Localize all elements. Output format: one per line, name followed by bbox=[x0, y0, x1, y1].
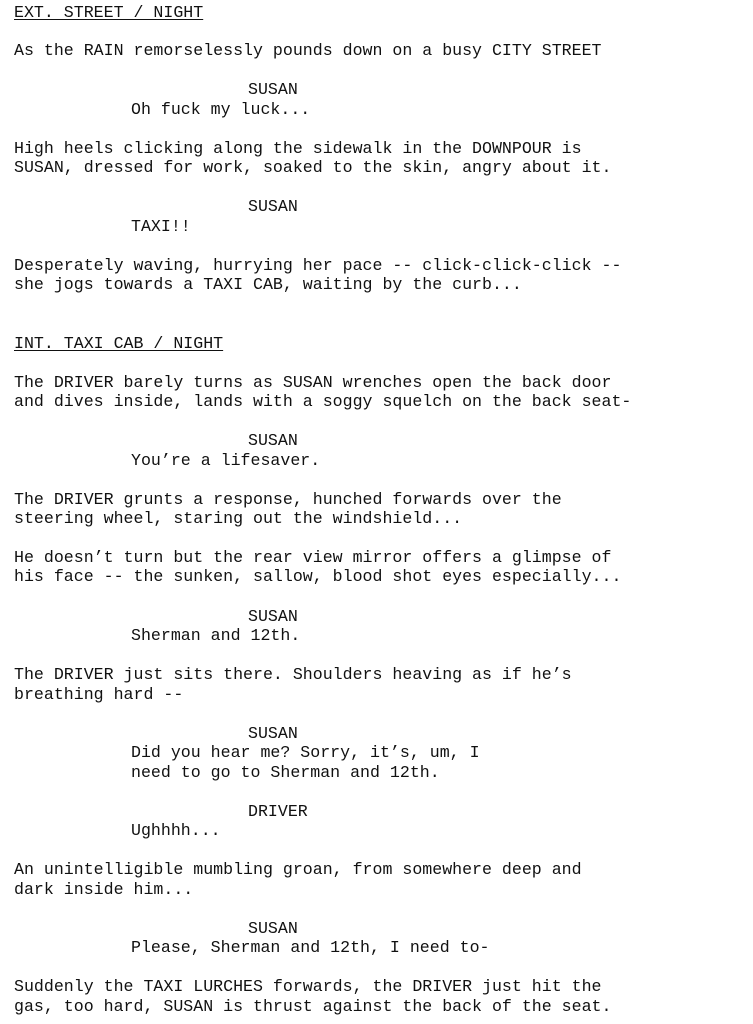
action-line: As the RAIN remorselessly pounds down on a busy CITY STREET bbox=[14, 41, 602, 60]
action-line: she jogs towards a TAXI CAB, waiting by the curb... bbox=[14, 275, 522, 294]
action-line: High heels clicking along the sidewalk in the DOWNPOUR is bbox=[14, 139, 582, 158]
dialogue-line: You’re a lifesaver. bbox=[131, 451, 321, 470]
action-line: gas, too hard, SUSAN is thrust against the back of the seat. bbox=[14, 997, 612, 1016]
character-name: SUSAN bbox=[248, 197, 298, 216]
character-name: SUSAN bbox=[248, 80, 298, 99]
dialogue-line: need to go to Sherman and 12th. bbox=[131, 763, 440, 782]
character-name: SUSAN bbox=[248, 919, 298, 938]
character-name: SUSAN bbox=[248, 607, 298, 626]
action-line: The DRIVER grunts a response, hunched forwards over the bbox=[14, 490, 562, 509]
action-line: He doesn’t turn but the rear view mirror offers a glimpse of bbox=[14, 548, 612, 567]
action-line: An unintelligible mumbling groan, from somewhere deep and bbox=[14, 860, 582, 879]
dialogue-line: TAXI!! bbox=[131, 217, 191, 236]
action-line: The DRIVER barely turns as SUSAN wrenches open the back door bbox=[14, 373, 612, 392]
action-line: steering wheel, staring out the windshield... bbox=[14, 509, 463, 528]
scene-heading: INT. TAXI CAB / NIGHT bbox=[14, 334, 224, 353]
character-name: DRIVER bbox=[248, 802, 308, 821]
dialogue-line: Did you hear me? Sorry, it’s, um, I bbox=[131, 743, 480, 762]
dialogue-line: Ughhhh... bbox=[131, 821, 221, 840]
action-line: The DRIVER just sits there. Shoulders heaving as if he’s bbox=[14, 665, 572, 684]
character-name: SUSAN bbox=[248, 724, 298, 743]
dialogue-line: Oh fuck my luck... bbox=[131, 100, 311, 119]
action-line: Desperately waving, hurrying her pace -- click-click-click -- bbox=[14, 256, 622, 275]
action-line: and dives inside, lands with a soggy squelch on the back seat- bbox=[14, 392, 632, 411]
action-line: his face -- the sunken, sallow, blood shot eyes especially... bbox=[14, 567, 622, 586]
scene-heading: EXT. STREET / NIGHT bbox=[14, 3, 204, 22]
action-line: Suddenly the TAXI LURCHES forwards, the DRIVER just hit the bbox=[14, 977, 602, 996]
dialogue-line: Please, Sherman and 12th, I need to- bbox=[131, 938, 490, 957]
action-line: breathing hard -- bbox=[14, 685, 184, 704]
character-name: SUSAN bbox=[248, 431, 298, 450]
dialogue-line: Sherman and 12th. bbox=[131, 626, 301, 645]
action-line: SUSAN, dressed for work, soaked to the skin, angry about it. bbox=[14, 158, 612, 177]
action-line: dark inside him... bbox=[14, 880, 194, 899]
